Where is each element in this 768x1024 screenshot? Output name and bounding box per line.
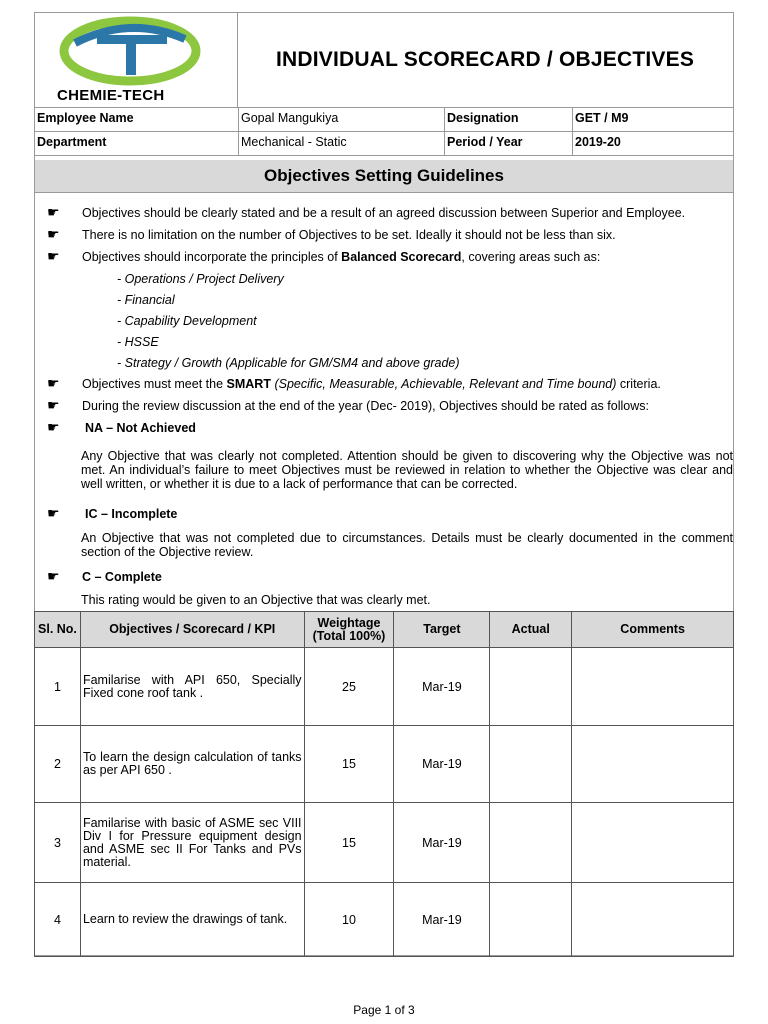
cell-comments	[572, 803, 734, 883]
cell-weightage: 10	[304, 883, 394, 957]
logo-text: CHEMIE-TECH	[57, 87, 165, 104]
cell-sl: 1	[35, 648, 81, 726]
pointing-hand-icon: ☛	[47, 375, 60, 391]
cell-weightage: 25	[304, 648, 394, 726]
area-item: - Strategy / Growth (Applicable for GM/SM4 and above grade)	[117, 356, 460, 370]
designation-value: GET / M9	[575, 111, 629, 125]
area-item: - Operations / Project Delivery	[117, 272, 284, 286]
cell-comments	[572, 648, 734, 726]
col-header-weightage: Weightage (Total 100%)	[304, 612, 394, 648]
cell-target: Mar-19	[394, 726, 490, 803]
period-value: 2019-20	[575, 135, 621, 149]
cell-target: Mar-19	[394, 883, 490, 957]
cell-actual	[490, 726, 572, 803]
info-row-employee	[35, 107, 733, 132]
cell-weightage: 15	[304, 803, 394, 883]
pointing-hand-icon: ☛	[47, 397, 60, 413]
cell-objective: To learn the design calculation of tanks as per API 650 .	[80, 726, 304, 803]
table-row	[35, 803, 734, 883]
objectives-table	[34, 611, 734, 957]
cell-sl: 2	[35, 726, 81, 803]
pointing-hand-icon: ☛	[47, 505, 60, 521]
cell-objective: Familarise with basic of ASME sec VIII Div I for Pressure equipment design and ASME sec II For Tanks and PVs material.	[80, 803, 304, 883]
cell-actual	[490, 883, 572, 957]
employee-name-label: Employee Name	[35, 107, 239, 131]
pointing-hand-icon: ☛	[47, 419, 60, 435]
pointing-hand-icon: ☛	[47, 204, 60, 220]
col-header-actual: Actual	[490, 612, 572, 648]
area-item: - HSSE	[117, 335, 159, 349]
department-label: Department	[35, 131, 239, 155]
cell-target: Mar-19	[394, 648, 490, 726]
cell-objective: Learn to review the drawings of tank.	[80, 883, 304, 957]
designation-label: Designation	[445, 107, 573, 131]
cell-weightage: 15	[304, 726, 394, 803]
cell-objective: Familarise with API 650, Specially Fixed cone roof tank .	[80, 648, 304, 726]
table-row	[35, 648, 734, 726]
area-item: - Financial	[117, 293, 175, 307]
employee-name-value: Gopal Mangukiya	[239, 107, 445, 131]
area-item: - Capability Development	[117, 314, 257, 328]
period-label: Period / Year	[445, 131, 573, 155]
logo-cell	[35, 13, 238, 107]
pointing-hand-icon: ☛	[47, 226, 60, 242]
department-value: Mechanical - Static	[239, 131, 445, 155]
table-row	[35, 726, 734, 803]
pointing-hand-icon: ☛	[47, 248, 60, 264]
scorecard-document: CHEMIE-TECH INDIVIDUAL SCORECARD / OBJECTIVES Employee Name Gopal Mangukiya Designation GET / M9 Department Mechanical - Static Period / Year 2019-20 Objectives Setting Guidelines ☛ Objectives should be clearly stated and be a result of an agreed discussion between Superior and Employee. ☛ There is no limitation on the number of Objectives to be set. Ideally it should not be less than six. ☛ Objectives should incorporate the principles of Balanced Scorecard, covering areas such as: - Operations / Project Delivery - Financial - Capability Development - HSSE - Strategy / Growth (Applicable for GM/SM4 and above grade) ☛ Objectives must meet the SMART (Specific, Measurable, Achievable, Relevant and Time bound) criteria. ☛ During the review discussion at the end of the year (Dec- 2019), Objectives should be rated as follows: ☛ NA – Not Achieved Any Objective that was clearly not completed. Attention should be given to discovering why the Objective was not met. An individual’s failure to meet Objectives must be reviewed in relation to whether the Objective was clear and well written, or whether it is due to a lack of performance that can be corrected. ☛ IC – Incomplete An Objective that was not completed due to circumstances. Details must be clearly documented in the comment section of the Objective review. ☛ C – Complete This rating would be given to an Objective that was clearly met. Sl. No. Objectives / Scorecard / KPI Weightage (Total 100%) Target Actual Comments 1 Familarise with API 650, Specially Fixed cone roof tank . 25 Mar-19 2 To learn the design calculation of tanks as per API 650 . 15 Mar-19 3 Familarise with basic of ASME sec VIII Div I for Pressure equipment design and ASME sec II For Tanks and PVs material. 15 Mar-19 4 Learn to review the drawings of tank. 10 Mar-19	[34, 12, 734, 956]
col-header-target: Target	[394, 612, 490, 648]
header-row	[35, 13, 733, 108]
rating-na-text: Any Objective that was clearly not completed. Attention should be given to discovering why the Objective was not met. An individual’s failure to meet Objectives must be reviewed in relation to whether the Objective was clear and well written, or whether it is due to a lack of performance that can be corrected.	[81, 449, 733, 491]
cell-sl: 3	[35, 803, 81, 883]
cell-actual	[490, 648, 572, 726]
cell-comments	[572, 726, 734, 803]
document-title: INDIVIDUAL SCORECARD / OBJECTIVES	[275, 48, 695, 71]
table-header-row	[35, 612, 734, 648]
page-footer: Page 1 of 3	[353, 1003, 415, 1017]
guidelines-title: Objectives Setting Guidelines	[35, 160, 733, 193]
cell-target: Mar-19	[394, 803, 490, 883]
col-header-sl: Sl. No.	[35, 612, 81, 648]
col-header-comments: Comments	[572, 612, 734, 648]
cell-comments	[572, 883, 734, 957]
pointing-hand-icon: ☛	[47, 568, 60, 584]
rating-ic-text: An Objective that was not completed due to circumstances. Details must be clearly documented in the comment section of the Objective review.	[81, 531, 733, 559]
cell-actual	[490, 803, 572, 883]
rating-c-text: This rating would be given to an Objective that was clearly met.	[81, 593, 431, 607]
col-header-objective: Objectives / Scorecard / KPI	[80, 612, 304, 648]
table-row	[35, 883, 734, 957]
info-row-department	[35, 131, 733, 156]
cell-sl: 4	[35, 883, 81, 957]
